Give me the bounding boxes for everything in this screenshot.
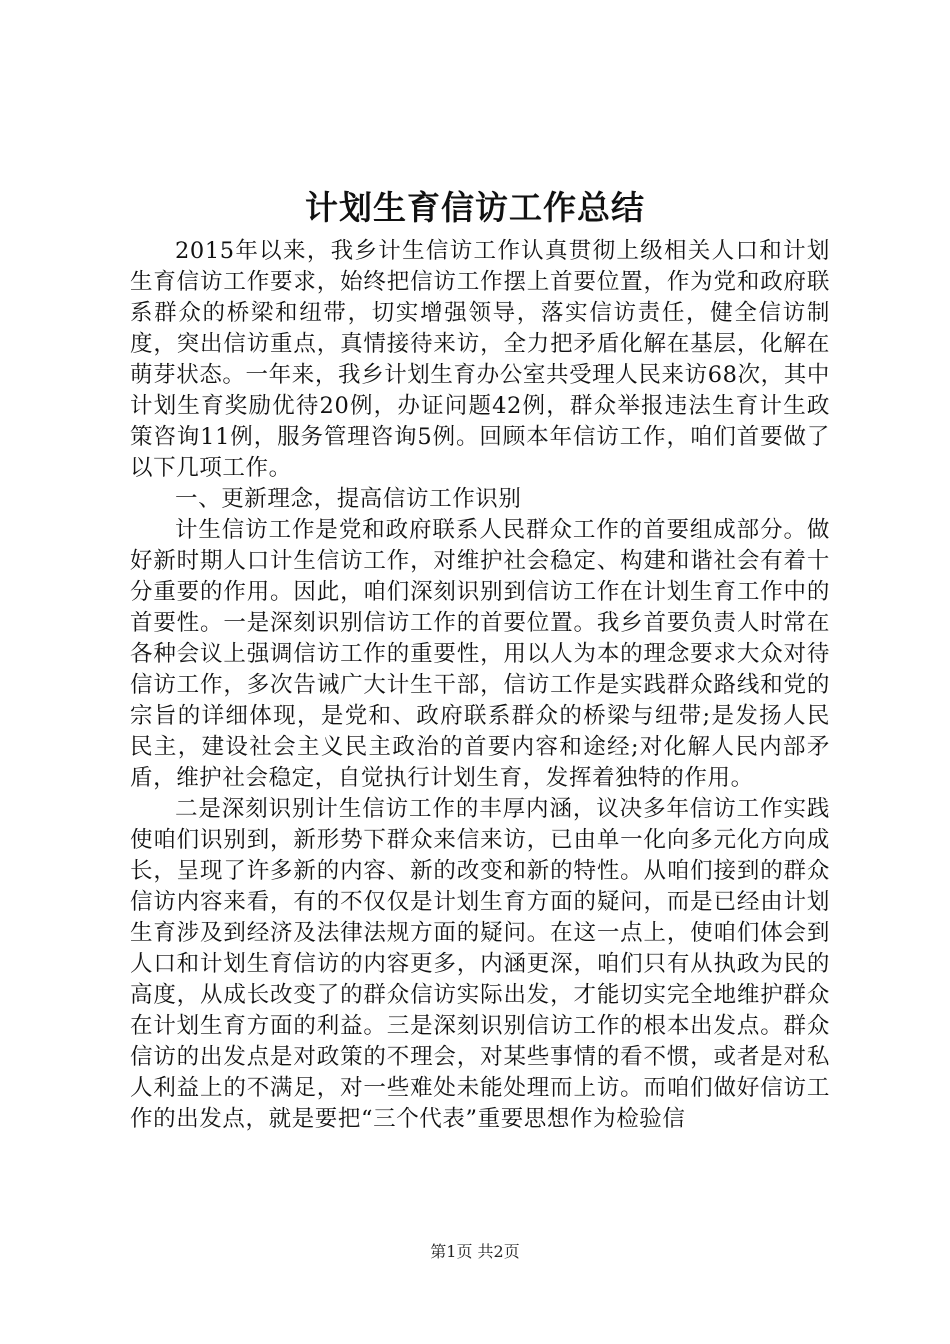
document-body [130,236,830,1135]
paragraph-section-1-cont: 二是深刻识别计生信访工作的丰厚内涵，议决多年信访工作实践使咱们识别到，新形势下群众来信来访，已由单一化向多元化方向成长，呈现了许多新的内容、新的改变和新的特性。从咱们接到的群众信访内容来看，有的不仅仅是计划生育方面的疑问，而是已经由计划生育涉及到经济及法律法规方面的疑问。在这一点上，使咱们体会到人口和计划生育信访的内容更多，内涵更深，咱们只有从执政为民的高度，从成长改变了的群众信访实际出发，才能切实完全地维护群众在计划生育方面的利益。三是深刻识别信访工作的根本出发点。群众信访的出发点是对政策的不理会，对某些事情的看不惯，或者是对私人利益上的不满足，对一些难处未能处理而上访。而咱们做好信访工作的出发点，就是要把“三个代表”重要思想作为检验信 [130,796,830,1132]
document-title: 计划生育信访工作总结 [305,188,645,227]
paragraph-intro: 2015年以来，我乡计生信访工作认真贯彻上级相关人口和计划生育信访工作要求，始终把信访工作摆上首要位置，作为党和政府联系群众的桥梁和纽带，切实增强领导，落实信访责任，健全信访制度，突出信访重点，真情接待来访，全力把矛盾化解在基层，化解在萌芽状态。一年来，我乡计划生育办公室共受理人民来访68次，其中计划生育奖励优待20例，办证问题42例，群众举报违法生育计生政策咨询11例，服务管理咨询5例。回顾本年信访工作，咱们首要做了以下几项工作。 [130,238,830,481]
page-footer: 第1页 共2页 [430,1242,520,1261]
paragraph-section-1: 计生信访工作是党和政府联系人民群众工作的首要组成部分。做好新时期人口计生信访工作，对维护社会稳定、构建和谐社会有着十分重要的作用。因此，咱们深刻识别到信访工作在计划生育工作中的首要性。一是深刻识别信访工作的首要位置。我乡首要负责人时常在各种会议上强调信访工作的重要性，用以人为本的理念要求大众对待信访工作，多次告诫广大计生干部，信访工作是实践群众路线和党的宗旨的详细体现，是党和、政府联系群众的桥梁与纽带;是发扬人民民主，建设社会主义民主政治的首要内容和途经;对化解人民内部矛盾，维护社会稳定，自觉执行计划生育，发挥着独特的作用。 [130,517,830,791]
section-heading-1: 一、更新理念，提高信访工作识别 [175,486,522,512]
